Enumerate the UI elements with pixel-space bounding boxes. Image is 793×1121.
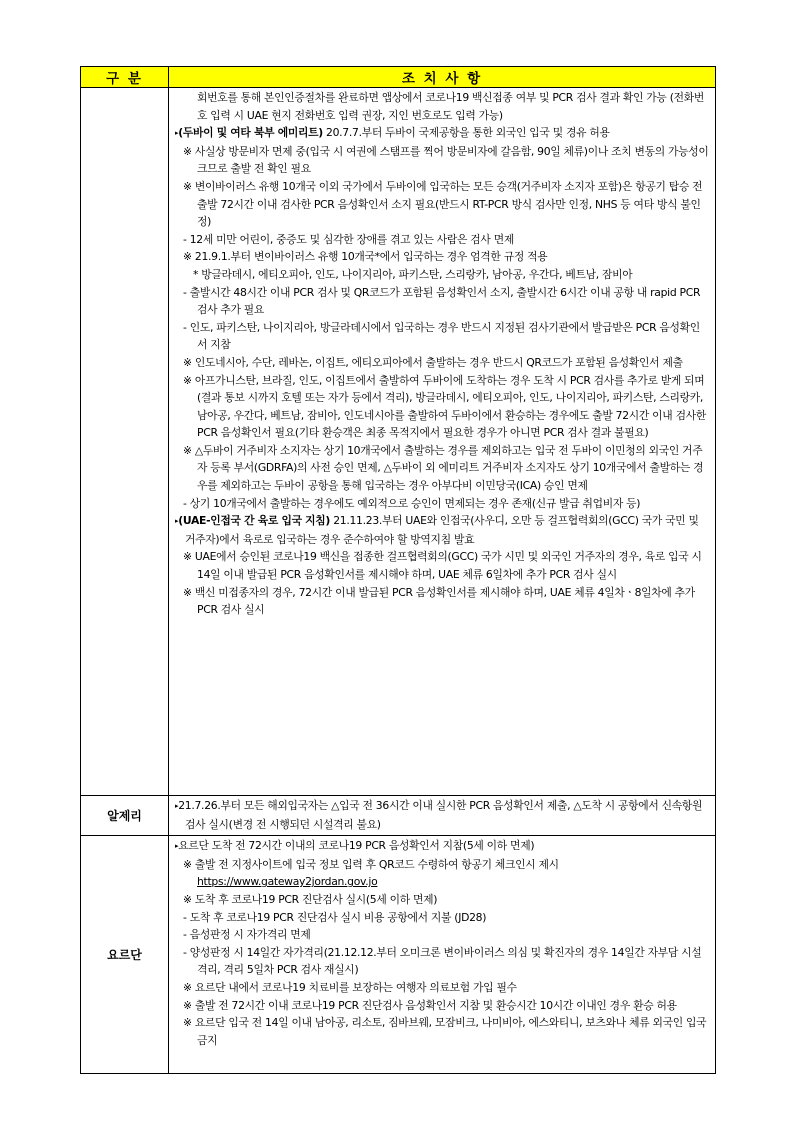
bullet-triangle-icon: ▸ xyxy=(175,842,179,851)
paragraph-text: 회번호를 통해 본인인증절차를 완료하면 앱상에서 코로나19 백신접종 여부 및 PCR 검사 결과 확인 가능 (전화번호 입력 시 UAE 현지 전화번호 입력 권장, 지인 번호로도 입력 가능) xyxy=(197,91,704,122)
paragraph-text: ※ 출발 전 지정사이트에 입국 정보 입력 후 QR코드 수령하여 항공기 체크인시 제시 xyxy=(183,857,559,871)
country-cell-algeria: 알제리 xyxy=(81,796,169,836)
paragraph-text: ※ △두바이 거주비자 소지자는 상기 10개국에서 출발하는 경우를 제외하고는 입국 전 두바이 이민청의 외국인 거주자 등록 부서(GDRFA)의 사전 승인 면제, △두바이 외 에미리트 거주비자 소지자도 상기 10개국에서 출발하는 경우를 제외하고는 두바이 공항을 통해 입국하는 경우 아부다비 이민당국(ICA) 승인 면제 xyxy=(183,443,704,493)
jordan-paragraph xyxy=(175,856,709,891)
paragraph-text: - 양성판정 시 14일간 자가격리(21.12.12.부터 오미크론 변이바이러스 의심 및 확진자의 경우 14일간 자부담 시설격리, 격리 5일차 PCR 검사 재실시) xyxy=(183,945,702,977)
header-measures: 조 치 사 항 xyxy=(169,67,716,88)
uae-paragraph xyxy=(175,354,709,372)
jordan-paragraph xyxy=(175,909,709,927)
paragraph-heading: (두바이 및 여타 북부 에미리트) xyxy=(178,126,323,140)
paragraph-text: ※ 출발 전 72시간 이내 코로나19 PCR 진단검사 음성확인서 지참 및 환승시간 10시간 이내인 경우 환승 허용 xyxy=(183,998,677,1012)
bullet-triangle-icon: ▸ xyxy=(175,802,179,810)
paragraph-text: - 인도, 파키스탄, 나이지리아, 방글라데시에서 입국하는 경우 반드시 지정된 검사기관에서 발급받은 PCR 음성확인서 지참 xyxy=(183,320,700,352)
paragraph-text: ※ UAE에서 승인된 코로나19 백신을 접종한 걸프협력회의(GCC) 국가 시민 및 외국인 거주자의 경우, 육로 입국 시 14일 이내 발급된 PCR 음성확인서를 제시해야 하며, UAE 체류 6일차에 추가 PCR 검사 실시 xyxy=(183,550,702,582)
paragraph-text: 21.7.26.부터 모든 해외입국자는 △입국 전 36시간 이내 실시한 PCR 음성확인서 제출, △도착 시 공항에서 신속항원검사 실시(변경 전 시행되던 시설격리 불요) xyxy=(178,799,703,831)
paragraph-text: ※ 아프가니스탄, 브라질, 인도, 이집트에서 출발하여 두바이에 도착하는 경우 도착 시 PCR 검사를 추가로 받게 되며(결과 통보 시까지 호텔 또는 자가 등에서 격리), 방글라데시, 에티오피아, 인도, 나이지리아, 파키스탄, 스리랑카, 남아공, 우간다, 베트남, 잠비아, 인도네시아를 출발하여 두바이에서 환승하는 경우에도 출발 72시간 이내 검사한 PCR 음성확인서 필요(기타 환승객은 최종 목적지에서 필요한 경우가 아니면 PCR 검사 결과 불필요) xyxy=(183,373,706,440)
measures-cell-algeria xyxy=(169,796,716,836)
paragraph-text: ※ 요르단 입국 전 14일 이내 남아공, 리소토, 짐바브웨, 모잠비크, 나미비아, 에스와티니, 보츠와나 체류 외국인 입국 금지 xyxy=(183,1016,707,1047)
paragraph-text: ※ 백신 미접종자의 경우, 72시간 이내 발급된 PCR 음성확인서를 제시해야 하며, UAE 체류 4일차ㆍ8일차에 추가 PCR 검사 실시 xyxy=(183,585,695,617)
table-row-uae xyxy=(81,88,716,796)
header-category: 구 분 xyxy=(81,67,169,88)
measures-table xyxy=(80,66,716,1074)
uae-paragraph xyxy=(175,512,709,548)
jordan-paragraph xyxy=(175,997,709,1015)
uae-paragraph xyxy=(175,124,709,143)
algeria-paragraph xyxy=(175,797,709,833)
country-cell-uae xyxy=(81,88,169,796)
uae-paragraph xyxy=(175,89,709,124)
jordan-paragraph xyxy=(175,891,709,909)
uae-paragraph xyxy=(175,372,709,442)
paragraph-text: * 방글라데시, 에티오피아, 인도, 나이지리아, 파키스탄, 스리랑카, 남아공, 우간다, 베트남, 잠비아 xyxy=(193,267,633,281)
uae-paragraph xyxy=(175,266,709,284)
paragraph-text: - 음성판정 시 자가격리 면제 xyxy=(183,928,311,942)
jordan-paragraph xyxy=(175,979,709,997)
measures-cell-jordan xyxy=(169,836,716,1074)
bullet-triangle-icon: ▸ xyxy=(175,129,179,138)
measures-cell-uae xyxy=(169,88,716,796)
paragraph-text: - 12세 미만 어린이, 중증도 및 심각한 장애를 겪고 있는 사람은 검사 면제 xyxy=(183,232,514,246)
bullet-triangle-icon: ▸ xyxy=(175,517,179,526)
uae-paragraph xyxy=(175,178,709,231)
paragraph-text: ※ 21.9.1.부터 변이바이러스 유행 10개국*에서 입국하는 경우 엄격한 규정 적용 xyxy=(183,250,548,264)
uae-paragraph xyxy=(175,442,709,495)
paragraph-text: - 도착 후 코로나19 PCR 진단검사 실시 비용 공항에서 지불 (JD28) xyxy=(183,910,487,924)
paragraph-text: ※ 인도네시아, 수단, 레바논, 이집트, 에티오피아에서 출발하는 경우 반드시 QR코드가 포함된 음성확인서 제출 xyxy=(183,355,683,369)
paragraph-text: ※ 사실상 방문비자 면제 중(입국 시 여권에 스탬프를 찍어 방문비자에 갈음함, 90일 체류)이나 조치 변동의 가능성이 크므로 출발 전 확인 필요 xyxy=(183,144,709,176)
paragraph-text: - 상기 10개국에서 출발하는 경우에도 예외적으로 승인이 면제되는 경우 존재(신규 발급 취업비자 등) xyxy=(183,496,641,510)
paragraph-heading: (UAE-인접국 간 육로 입국 지침) xyxy=(178,514,331,528)
table-header-row xyxy=(81,67,716,88)
paragraph-text: 21.11.23.부터 UAE와 인접국(사우디, 오만 등 걸프협력회의(GCC) 국가 국민 및 거주자)에서 육로로 입국하는 경우 준수하여야 할 방역지침 발효 xyxy=(185,514,699,546)
jordan-paragraph xyxy=(175,1014,709,1049)
table-row-algeria xyxy=(81,796,716,836)
paragraph-text: - 출발시간 48시간 이내 PCR 검사 및 QR코드가 포함된 음성확인서 소지, 출발시간 6시간 이내 공항 내 rapid PCR 검사 추가 필요 xyxy=(183,285,701,317)
uae-paragraph xyxy=(175,231,709,249)
country-cell-jordan: 요르단 xyxy=(81,836,169,1074)
table-row-jordan xyxy=(81,836,716,1074)
paragraph-text: 20.7.7.부터 두바이 국제공항을 통한 외국인 입국 및 경유 허용 xyxy=(322,126,610,140)
jordan-paragraph xyxy=(175,944,709,979)
uae-paragraph xyxy=(175,548,709,583)
uae-paragraph xyxy=(175,584,709,619)
uae-paragraph xyxy=(175,319,709,354)
uae-paragraph xyxy=(175,248,709,266)
paragraph-text: ※ 요르단 내에서 코로나19 치료비를 보장하는 여행자 의료보험 가입 필수 xyxy=(183,980,517,994)
uae-paragraph xyxy=(175,143,709,178)
uae-paragraph xyxy=(175,495,709,513)
paragraph-text: ※ 변이바이러스 유행 10개국 이외 국가에서 두바이에 입국하는 모든 승객(거주비자 소지자 포함)은 항공기 탑승 전 출발 72시간 이내 검사한 PCR 음성확인서 소지 필요(반드시 RT-PCR 방식 검사만 인정, NHS 등 여타 방식 불인정) xyxy=(183,179,703,229)
uae-paragraph xyxy=(175,284,709,319)
paragraph-text: 요르단 도착 전 72시간 이내의 코로나19 PCR 음성확인서 지참(5세 이하 면제) xyxy=(178,839,535,853)
paragraph-text: ※ 도착 후 코로나19 PCR 진단검사 실시(5세 이하 면제) xyxy=(183,892,438,906)
jordan-paragraph xyxy=(175,926,709,944)
gateway-link[interactable]: https://www.gateway2jordan.gov.jo xyxy=(197,875,378,889)
jordan-paragraph xyxy=(175,837,709,856)
